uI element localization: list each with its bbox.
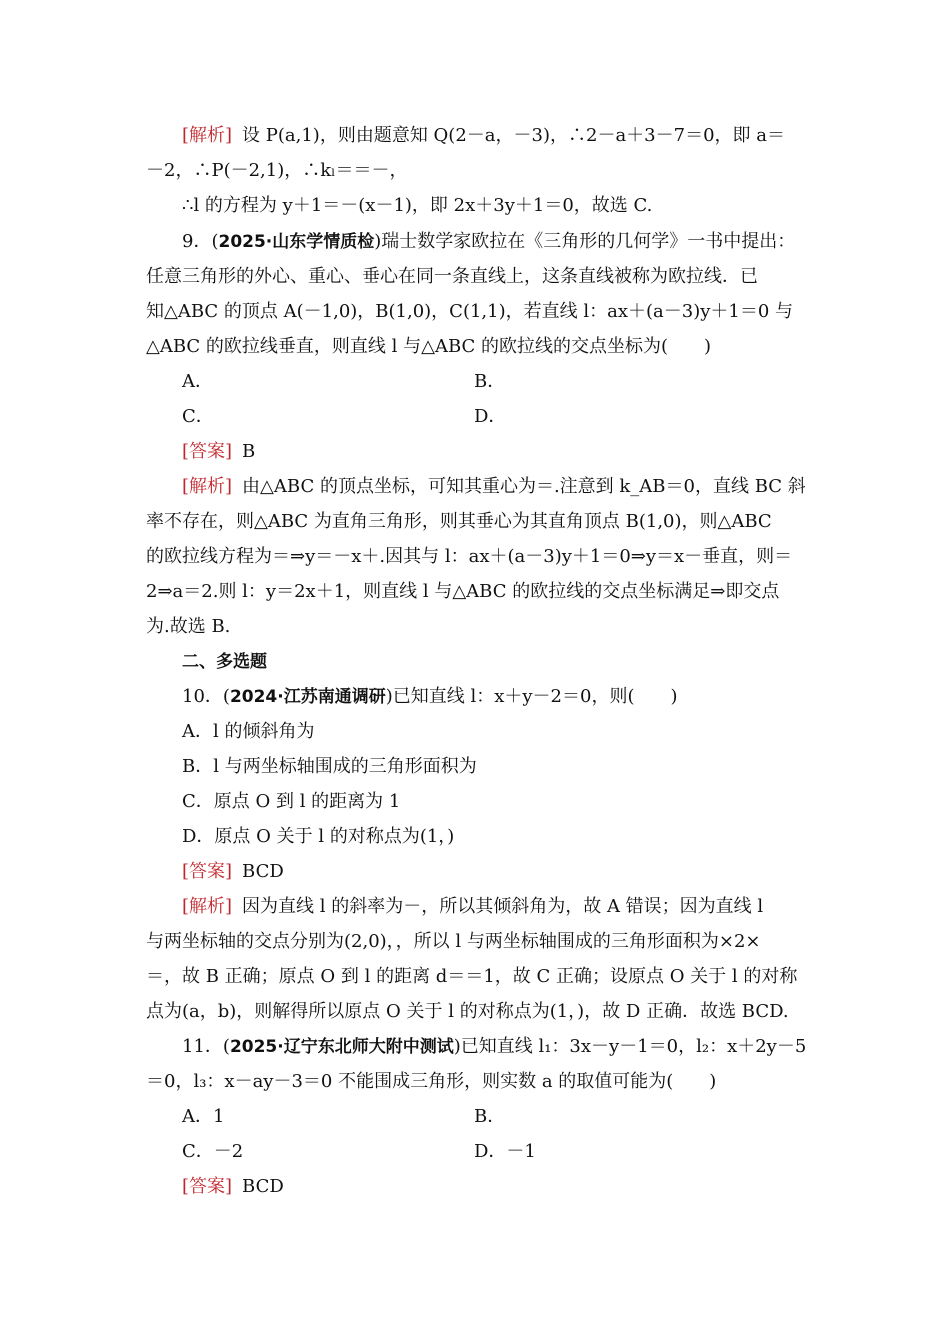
q11-stem-line-1: 11．(2025·辽宁东北师大附中测试)已知直线 l₁：3x－y－1＝0，l₂：x＋2y－5 [182,1036,807,1057]
q9-analysis-line-2: 率不存在，则△ABC 为直角三角形，则其垂心为其直角顶点 B(1,0)，则△ABC [146,511,772,532]
q9-analysis-line-5: 为.故选 B. [146,616,231,637]
q11-option-a: A．1 [182,1106,225,1127]
q10-analysis-line-4: 点为(a，b)，则解得所以原点 O 关于 l 的对称点为(1，)，故 D 正确．故选 BCD. [146,1001,789,1022]
q8-analysis-line-2: －2，∴P(－2,1)，∴kₗ＝＝－， [146,160,408,181]
q11-stem-line-2: ＝0，l₃：x－ay－3＝0 不能围成三角形，则实数 a 的取值可能为( ) [146,1071,717,1092]
q10-option-b: B．l 与两坐标轴围成的三角形面积为 [182,756,477,777]
q10-analysis-line-2: 与两坐标轴的交点分别为(2,0)，，所以 l 与两坐标轴围成的三角形面积为×2× [146,931,761,952]
answer-tag: [答案] [182,1176,233,1197]
analysis-tag: [解析] [182,896,233,917]
q10-answer: [答案] BCD [182,861,284,882]
q9-analysis-line-1: [解析] 由△ABC 的顶点坐标，可知其重心为＝.注意到 k_AB＝0，直线 BC 斜 [182,476,806,497]
section-title: 二、多选题 [182,652,267,672]
q9-answer: [答案] B [182,441,256,462]
q8-analysis-line-3: ∴l 的方程为 y＋1＝－(x－1)，即 2x＋3y＋1＝0，故选 C. [182,195,653,216]
q9-stem-line-3: 知△ABC 的顶点 A(－1,0)，B(1,0)，C(1,1)，若直线 l：ax＋(a－3)y＋1＝0 与 [146,301,794,322]
q9-source: 2025·山东学情质检 [218,232,375,252]
answer-tag: [答案] [182,861,233,882]
q9-analysis-line-4: 2⇒a＝2.则 l：y＝2x＋1，则直线 l 与△ABC 的欧拉线的交点坐标满足⇒即交点 [146,581,780,602]
analysis-tag: [解析] [182,476,233,497]
q10-option-c: C．原点 O 到 l 的距离为 1 [182,791,401,812]
q10-option-a: A．l 的倾斜角为 [182,721,315,742]
q9-option-c: C． [182,406,214,427]
q11-source: 2025·辽宁东北师大附中测试 [229,1037,454,1057]
q11-options-row-2 [182,1138,842,1166]
q11-options-row-1 [182,1103,842,1131]
q9-stem-line-1: 9．(2025·山东学情质检)瑞士数学家欧拉在《三角形的几何学》一书中提出： [182,231,796,252]
q9-option-b: B． [474,371,506,392]
q10-source: 2024·江苏南通调研 [229,687,386,707]
q9-analysis-line-3: 的欧拉线方程为＝⇒y＝－x＋.因其与 l：ax＋(a－3)y＋1＝0⇒y＝x－垂直，则＝ [146,546,793,567]
q9-options-row-1 [182,368,842,396]
q11-option-c: C．－2 [182,1141,244,1162]
q9-option-d: D． [474,406,507,427]
q11-option-b: B． [474,1106,506,1127]
q8-analysis-line-1: [解析] 设 P(a,1)，则由题意知 Q(2－a，－3)，∴2－a＋3－7＝0，即 a＝ [182,125,785,146]
q9-options-row-2 [182,403,842,431]
q9-option-a: A． [182,371,213,392]
q9-stem-line-2: 任意三角形的外心、重心、垂心在同一条直线上，这条直线被称为欧拉线．已 [146,266,758,287]
q10-stem-line-1: 10．(2024·江苏南通调研)已知直线 l：x＋y－2＝0，则( ) [182,686,678,707]
q9-stem-line-4: △ABC 的欧拉线垂直，则直线 l 与△ABC 的欧拉线的交点坐标为( ) [146,336,712,357]
q10-analysis-line-1: [解析] 因为直线 l 的斜率为－，所以其倾斜角为，故 A 错误；因为直线 l [182,896,764,917]
answer-tag: [答案] [182,441,233,462]
q10-option-d: D．原点 O 关于 l 的对称点为(1，) [182,826,455,847]
q11-answer: [答案] BCD [182,1176,284,1197]
q10-analysis-line-3: ＝，故 B 正确；原点 O 到 l 的距离 d＝＝1，故 C 正确；设原点 O 关于 l 的对称 [146,966,798,987]
analysis-tag: [解析] [182,125,233,146]
q11-option-d: D．－1 [474,1141,536,1162]
